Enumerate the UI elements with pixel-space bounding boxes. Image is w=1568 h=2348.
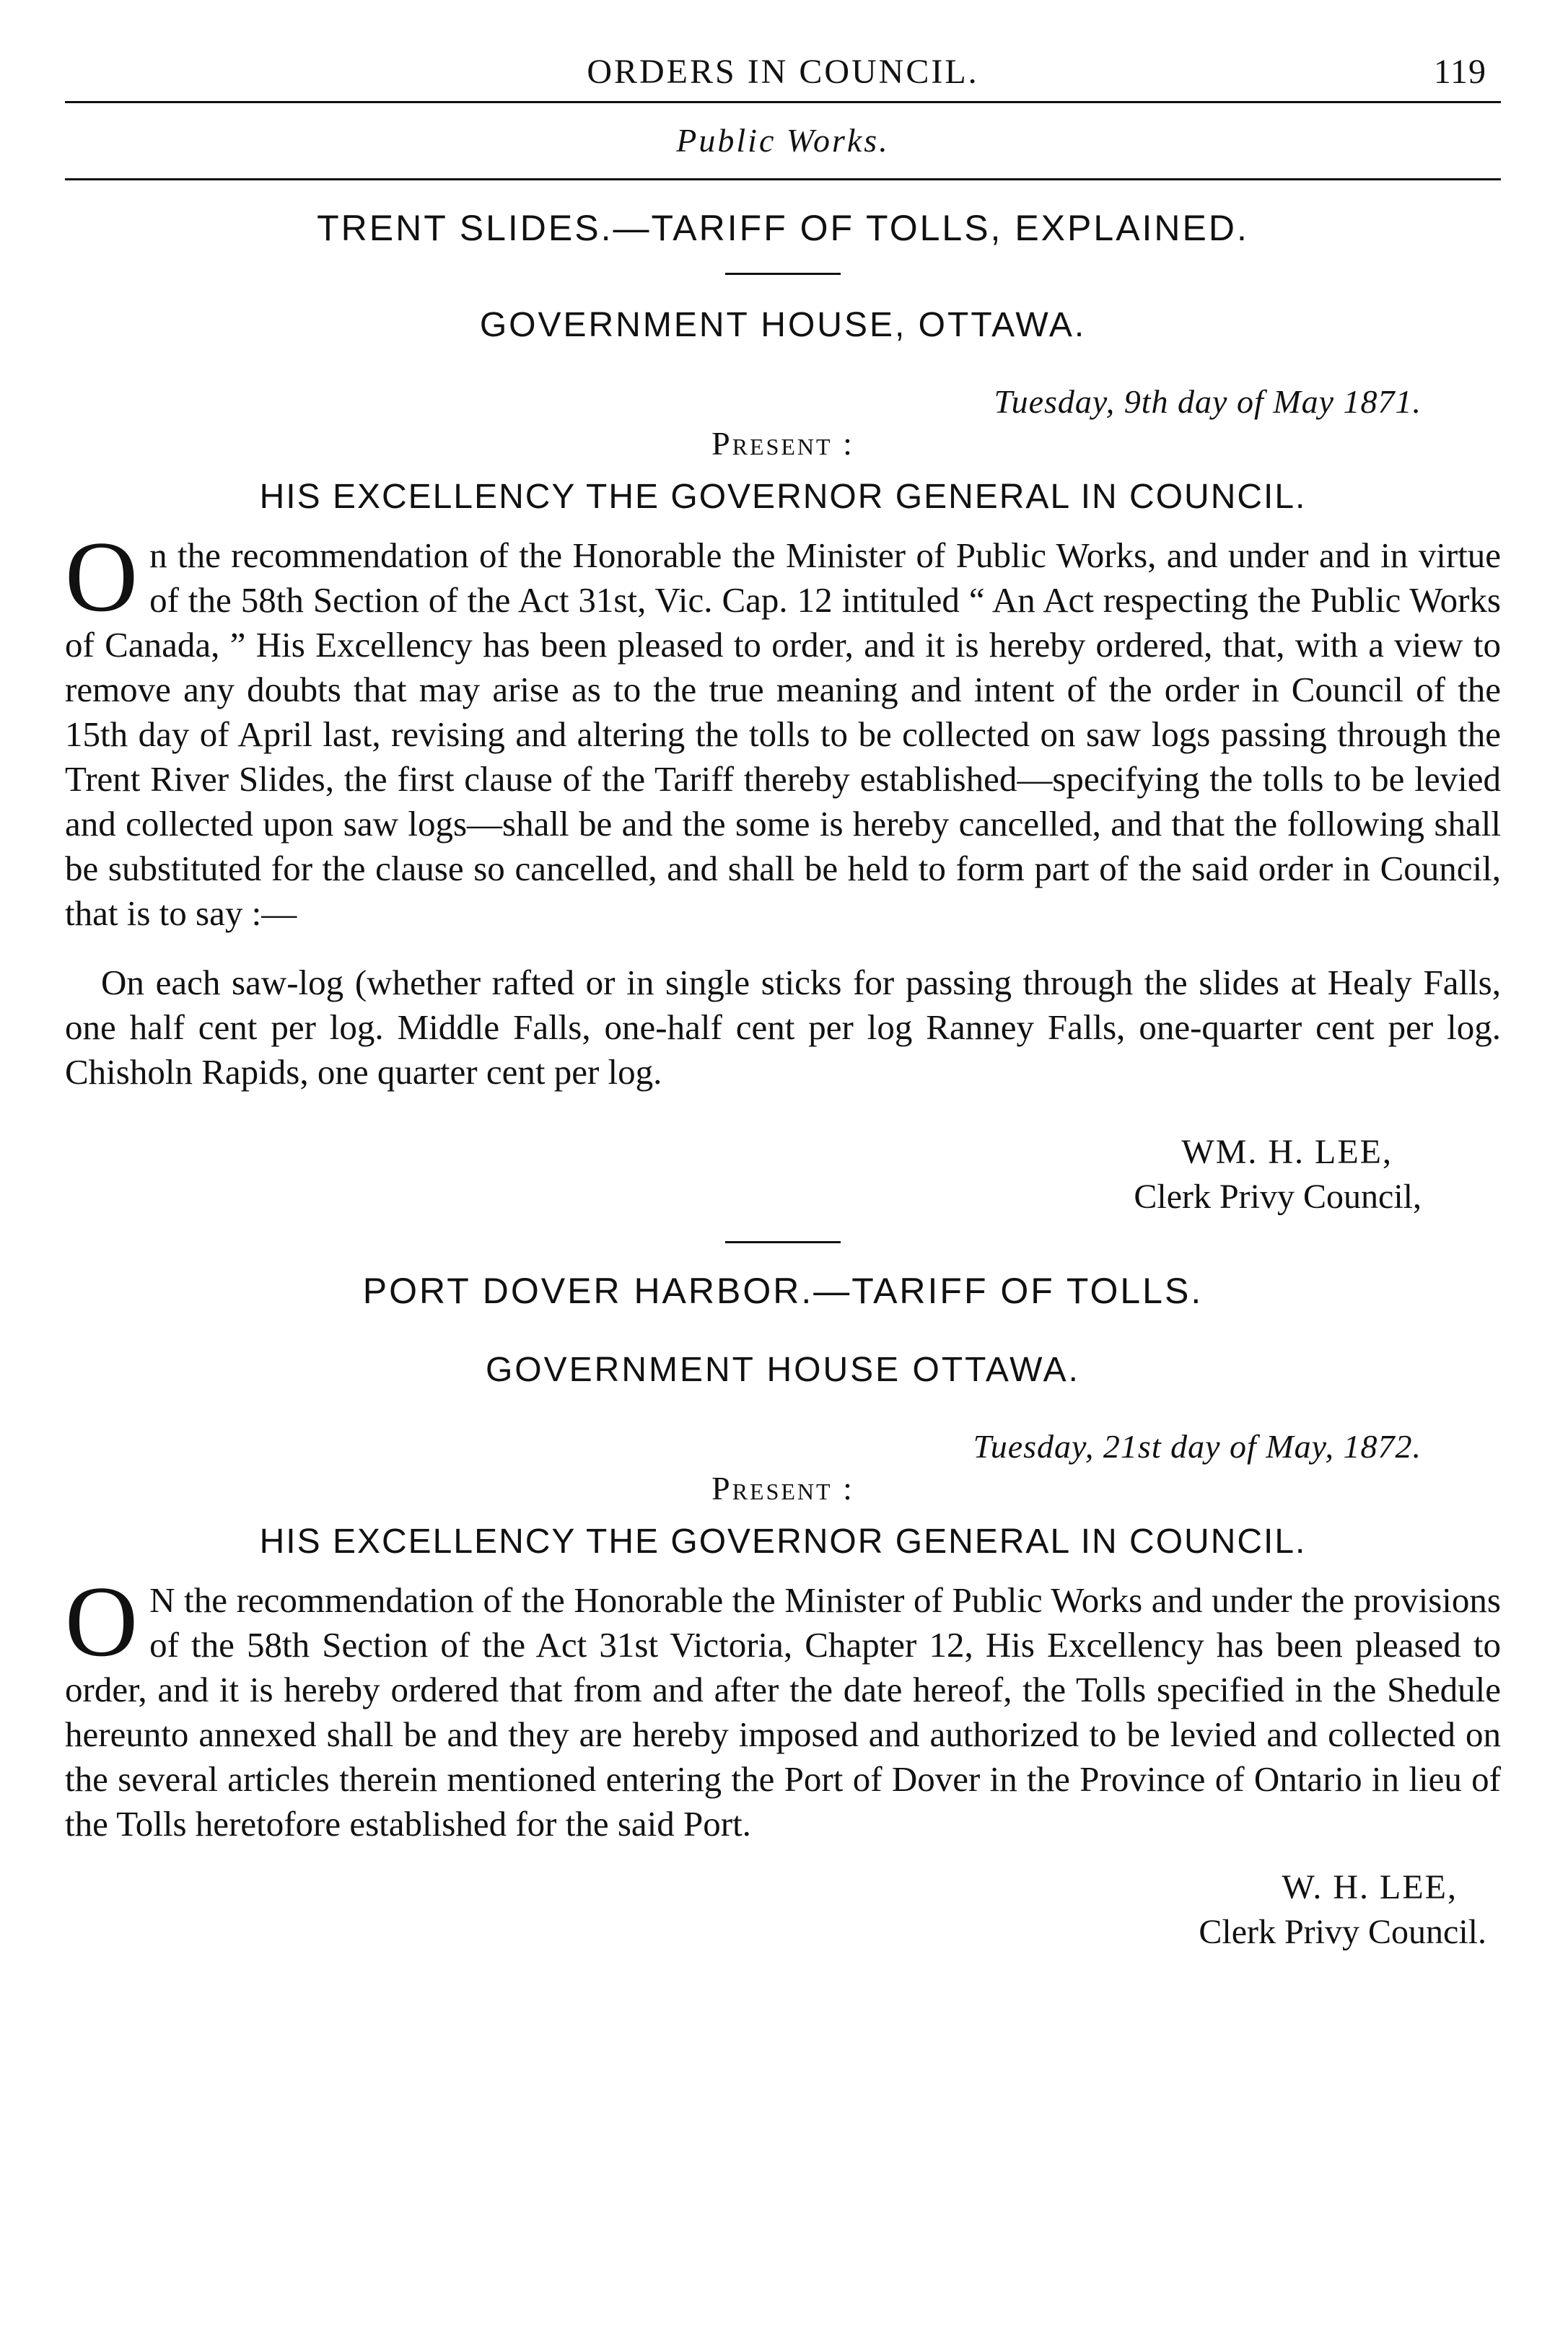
order1-heading-rule	[725, 273, 841, 275]
order1-present: Present :	[711, 425, 854, 462]
order2-body-text: N the recommendation of the Honorable the Minister of Public Works and under the provisions of the 58th Section of the Act 31st Victoria, Chapter 12, His Excellency has been pleased to order, and it is hereby ordered that from and after the date hereof, the Tolls specified in the Shedule hereunto annexed shall be and they are hereby imposed and authorized to be levied and collected on the several articles therein mentioned entering the Port of Dover in the Province of Ontario in lieu of the Tolls heretofore established for the said Port.	[65, 1580, 1501, 1844]
order2-signature-title: Clerk Privy Council.	[1199, 1913, 1486, 1951]
order1-date: Tuesday, 9th day of May 1871.	[994, 383, 1422, 420]
order2-council: HIS EXCELLENCY THE GOVERNOR GENERAL IN COUNCIL.	[259, 1523, 1307, 1561]
running-head	[65, 43, 1501, 101]
order2-heading: PORT DOVER HARBOR.—TARIFF OF TOLLS.	[362, 1271, 1204, 1311]
order2-present: Present :	[711, 1470, 854, 1507]
order-divider-rule	[725, 1241, 841, 1243]
section-label: Public Works.	[676, 122, 890, 159]
order2-location: GOVERNMENT HOUSE OTTAWA.	[485, 1351, 1081, 1389]
order1-signature-title: Clerk Privy Council,	[1134, 1178, 1422, 1216]
section-rule	[65, 178, 1501, 180]
order1-council: HIS EXCELLENCY THE GOVERNOR GENERAL IN COUNCIL.	[259, 478, 1307, 516]
running-head-title: ORDERS IN COUNCIL.	[587, 53, 979, 91]
order2-signature	[65, 1865, 1501, 1955]
order-port-dover	[65, 1262, 1501, 1955]
order1-signature-name: WM. H. LEE,	[1181, 1133, 1393, 1171]
order1-tariff: On each saw-log (whether rafted or in single sticks for passing through the slides at Healy Falls, one half cent per log. Middle Falls, one-half cent per log Ranney Falls, one-quarter cent per log. Chisholn Rapids, one quarter cent per log.	[65, 963, 1501, 1092]
order1-body	[65, 521, 1501, 936]
order1-heading: TRENT SLIDES.—TARIFF OF TOLLS, EXPLAINED.	[317, 208, 1249, 248]
order-trent-slides	[65, 199, 1501, 1219]
order1-signature	[65, 1130, 1501, 1219]
order1-location: GOVERNMENT HOUSE, OTTAWA.	[479, 306, 1087, 344]
order2-body	[65, 1566, 1501, 1847]
page-number: 119	[1433, 53, 1486, 91]
document-page	[65, 43, 1501, 1955]
order2-date: Tuesday, 21st day of May, 1872.	[973, 1428, 1422, 1465]
order2-dropcap: O	[65, 1566, 139, 1678]
order1-body-text: n the recommendation of the Honorable the Minister of Public Works, and under and in virtue of the 58th Section of the Act 31st, Vic. Cap. 12 intituled “ An Act respecting the Public Works of Canada, ” His Excellency has been pleased to order, and it is hereby ordered, that, with a view to remove any doubts that may arise as to the true meaning and intent of the order in Council of the 15th day of April last, revising and altering the tolls to be collected on saw logs passing through the Trent River Slides, the first clause of the Tariff thereby established—specifying the tolls to be levied and collected upon saw logs—shall be and the some is hereby cancelled, and that the following shall be substituted for the clause so cancelled, and shall be held to form part of the said order in Council, that is to say :—	[65, 535, 1501, 933]
order1-dropcap: O	[65, 521, 139, 633]
order2-signature-name: W. H. LEE,	[1282, 1868, 1458, 1906]
